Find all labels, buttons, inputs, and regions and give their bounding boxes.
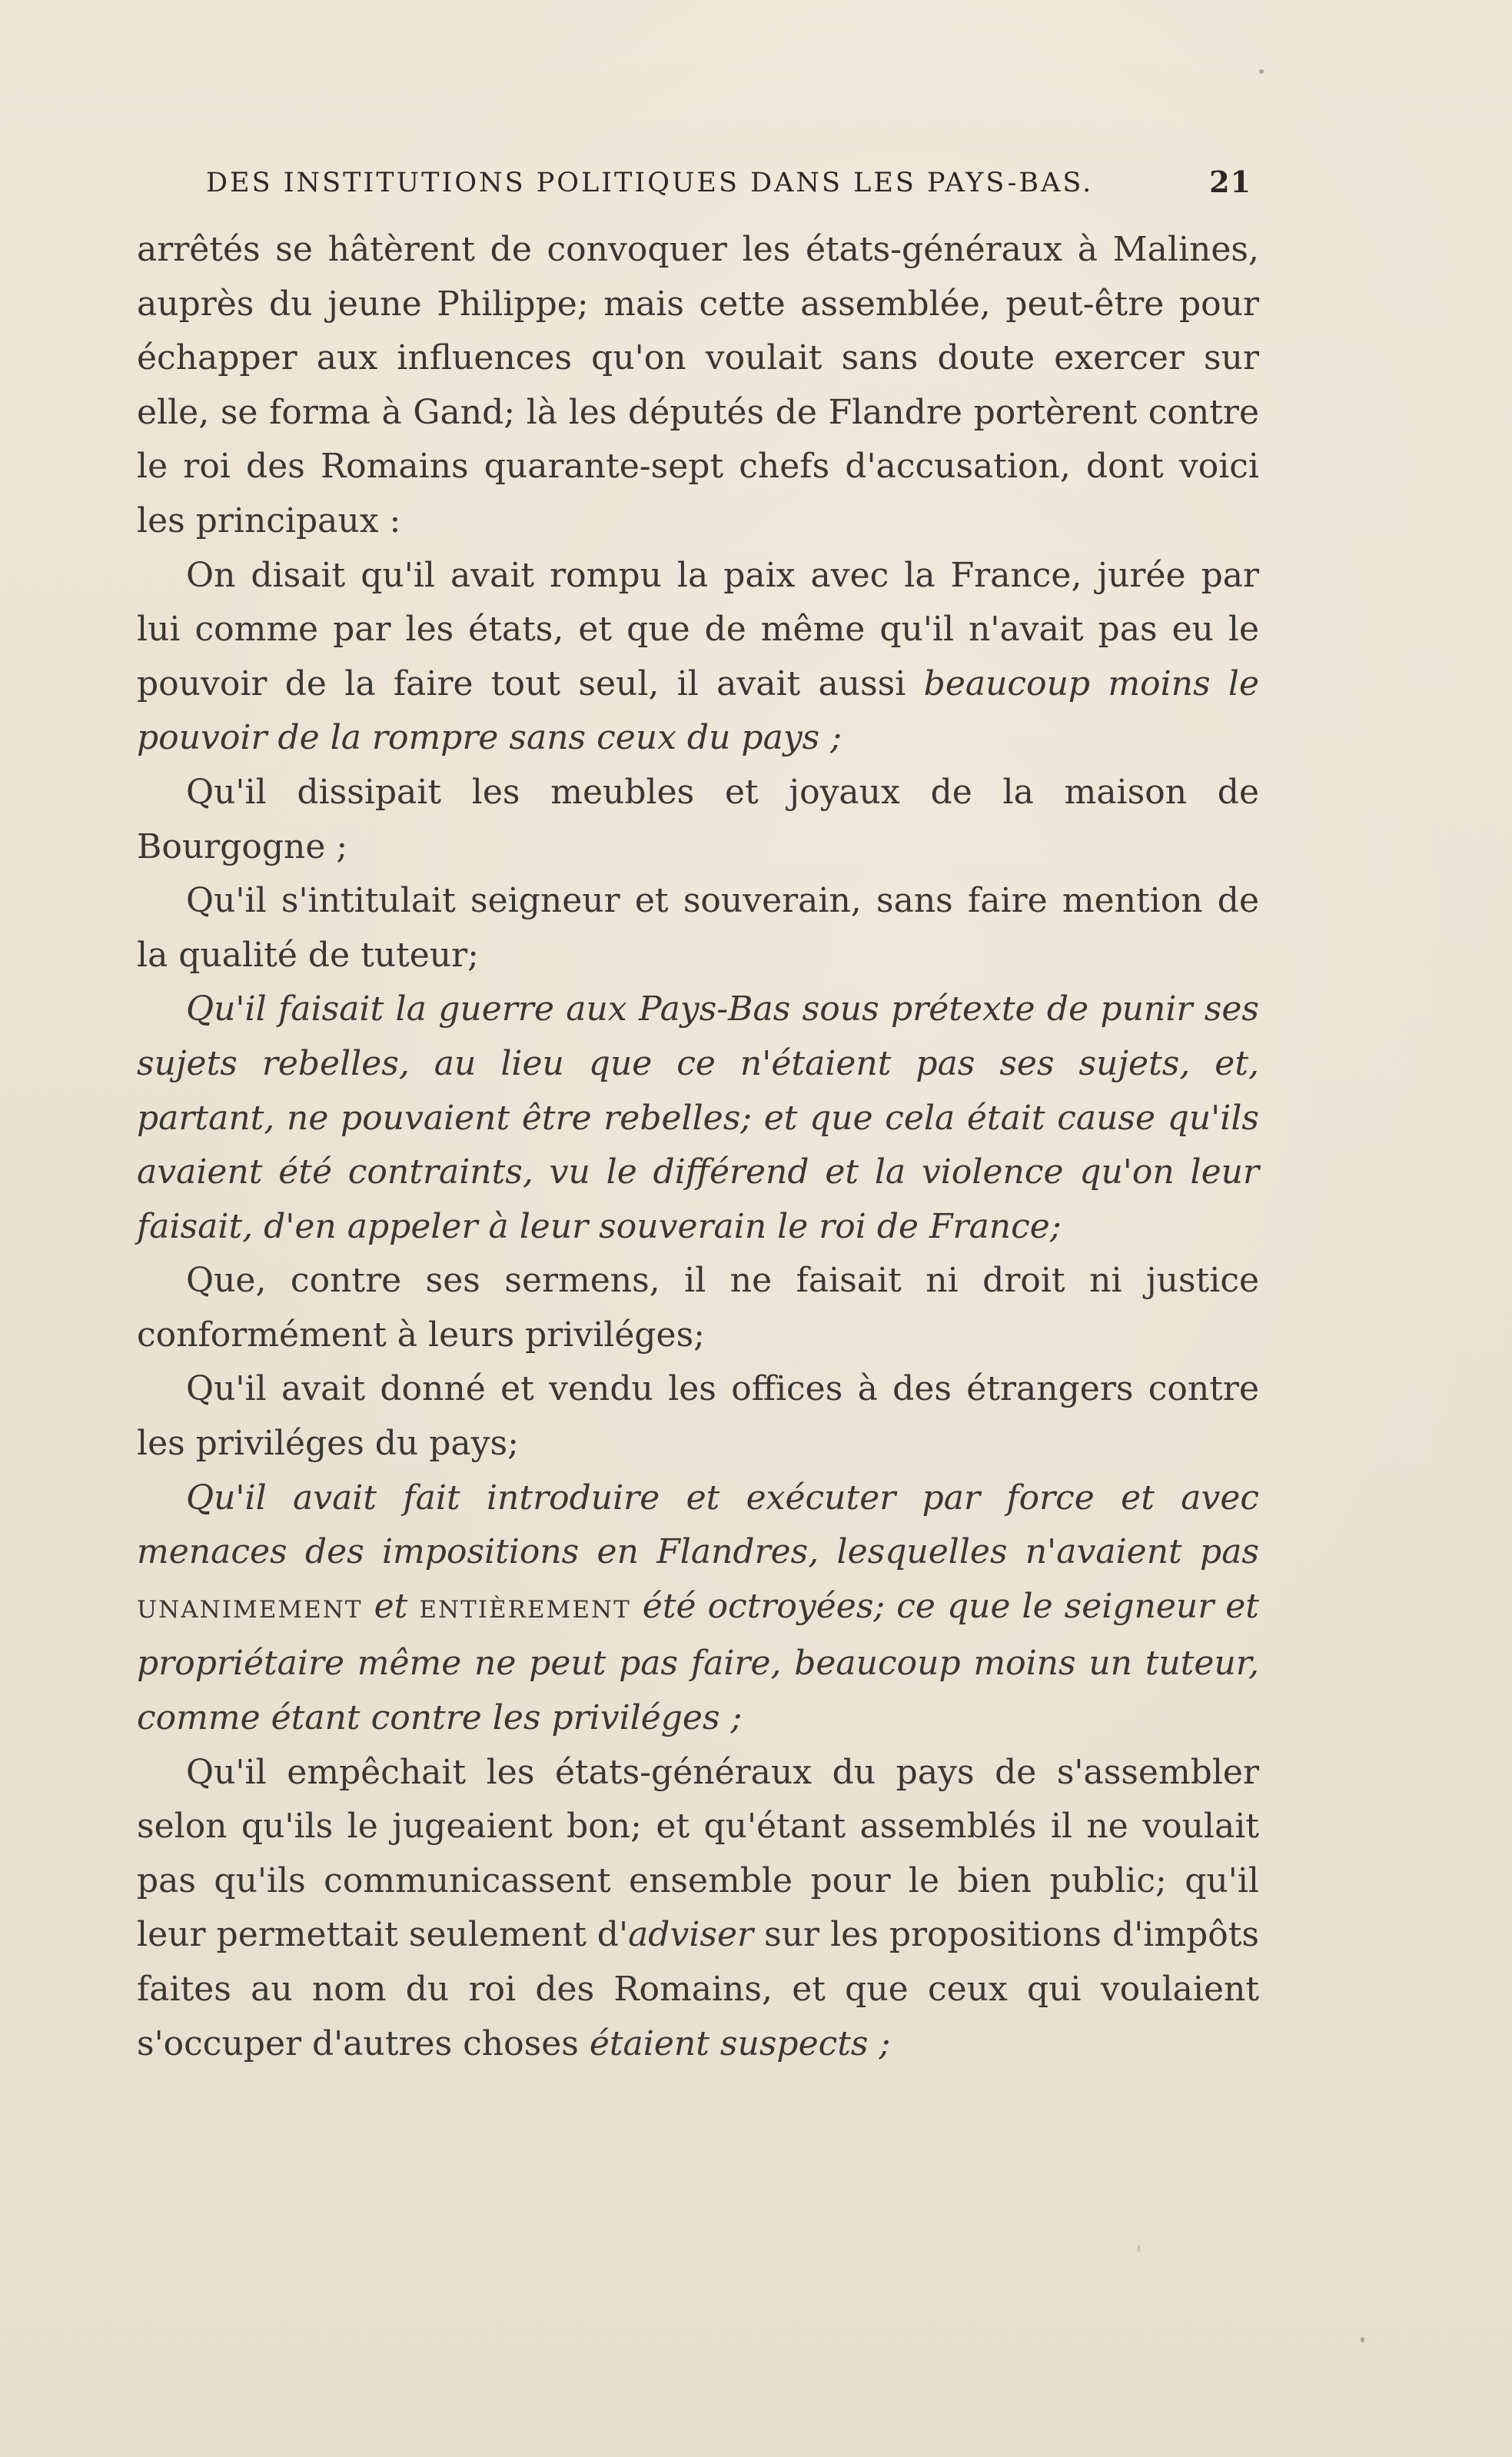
etats-text-mid: sur les propositions d'impôts faites au nom du roi des Romains, et que ceux qui voulaient s'occuper d'autres choses (137, 1915, 1259, 2063)
paper-speck (1259, 69, 1264, 74)
impositions-text-b: et (362, 1586, 420, 1626)
paragraph-accusation-meubles: Qu'il dissipait les meubles et joyaux de la maison de Bourgogne ; (137, 772, 1259, 866)
paragraph-accusation-justice: Que, contre ses sermens, il ne faisait ni droit ni justice conformément à leurs priviléges; (137, 1261, 1259, 1355)
accusation-paix-text: On disait qu'il avait rompu la paix avec la France, jurée par lui comme par les états, et que de même qu'il n'avait pas eu le pouvoir de la faire tout seul, il avait aussi (137, 555, 1259, 703)
paragraph-accusation-titre: Qu'il s'intitulait seigneur et souverain, sans faire mention de la qualité de tuteur; (137, 881, 1259, 975)
paragraph-accusation-guerre: Qu'il faisait la guerre aux Pays-Bas sous prétexte de punir ses sujets rebelles, au lieu que ce n'étaient pas ses sujets, et, partant, ne pouvaient être rebelles; et que cela était cause qu'ils avaient été contraints, vu le différend et la violence qu'on leur faisait, d'en appeler à leur souverain le roi de France; (137, 989, 1259, 1246)
paragraph-accusation-offices: Qu'il avait donné et vendu les offices à des étrangers contre les priviléges du pays; (137, 1369, 1259, 1464)
page-number: 21 (1209, 165, 1251, 199)
paper-speck (1361, 2337, 1364, 2342)
running-head (206, 165, 1251, 214)
paragraph-accusation-impositions (137, 1471, 1259, 1746)
body-text (137, 223, 1259, 2071)
paper-speck (1138, 2245, 1140, 2253)
paragraph-accusation-paix (137, 549, 1259, 766)
impositions-caps-b: ENTIÈREMENT (419, 1595, 631, 1624)
impositions-text-a: Qu'il avait fait introduire et exécuter par force et avec menaces des impositions en Flandres, lesquelles n'avaient pas (137, 1478, 1259, 1572)
running-title: DES INSTITUTIONS POLITIQUES DANS LES PAYS-BAS. (206, 168, 1094, 198)
etats-italic-adviser: adviser (628, 1915, 754, 1955)
accusation-paix-italic: beaucoup moins le pouvoir de la rompre sans ceux du pays ; (137, 663, 1260, 758)
impositions-caps-a: UNANIMEMENT (137, 1595, 363, 1624)
etats-italic-end: étaient suspects ; (589, 2023, 891, 2063)
paragraph-accusation-etats (137, 1746, 1259, 2072)
impositions-text-c: été octroyées; ce que le seigneur et propriétaire même ne peut pas faire, beaucoup moins un tuteur, comme étant contre les priviléges ; (137, 1586, 1259, 1738)
etats-text-lead: Qu'il empêchait les états-généraux du pays de s'assembler selon qu'ils le jugeaient bon; et qu'étant assemblés il ne voulait pas qu'ils communicassent ensemble pour le bien public; qu'il leur permettait seulement d' (137, 1752, 1259, 1955)
paragraph-intro: arrêtés se hâtèrent de convoquer les états-généraux à Malines, auprès du jeune Philippe; mais cette assemblée, peut-être pour échapper aux influences qu'on voulait sans doute exercer sur elle, se forma à Gand; là les députés de Flandre portèrent contre le roi des Romains quarante-sept chefs d'accusation, dont voici les principaux : (137, 230, 1259, 540)
